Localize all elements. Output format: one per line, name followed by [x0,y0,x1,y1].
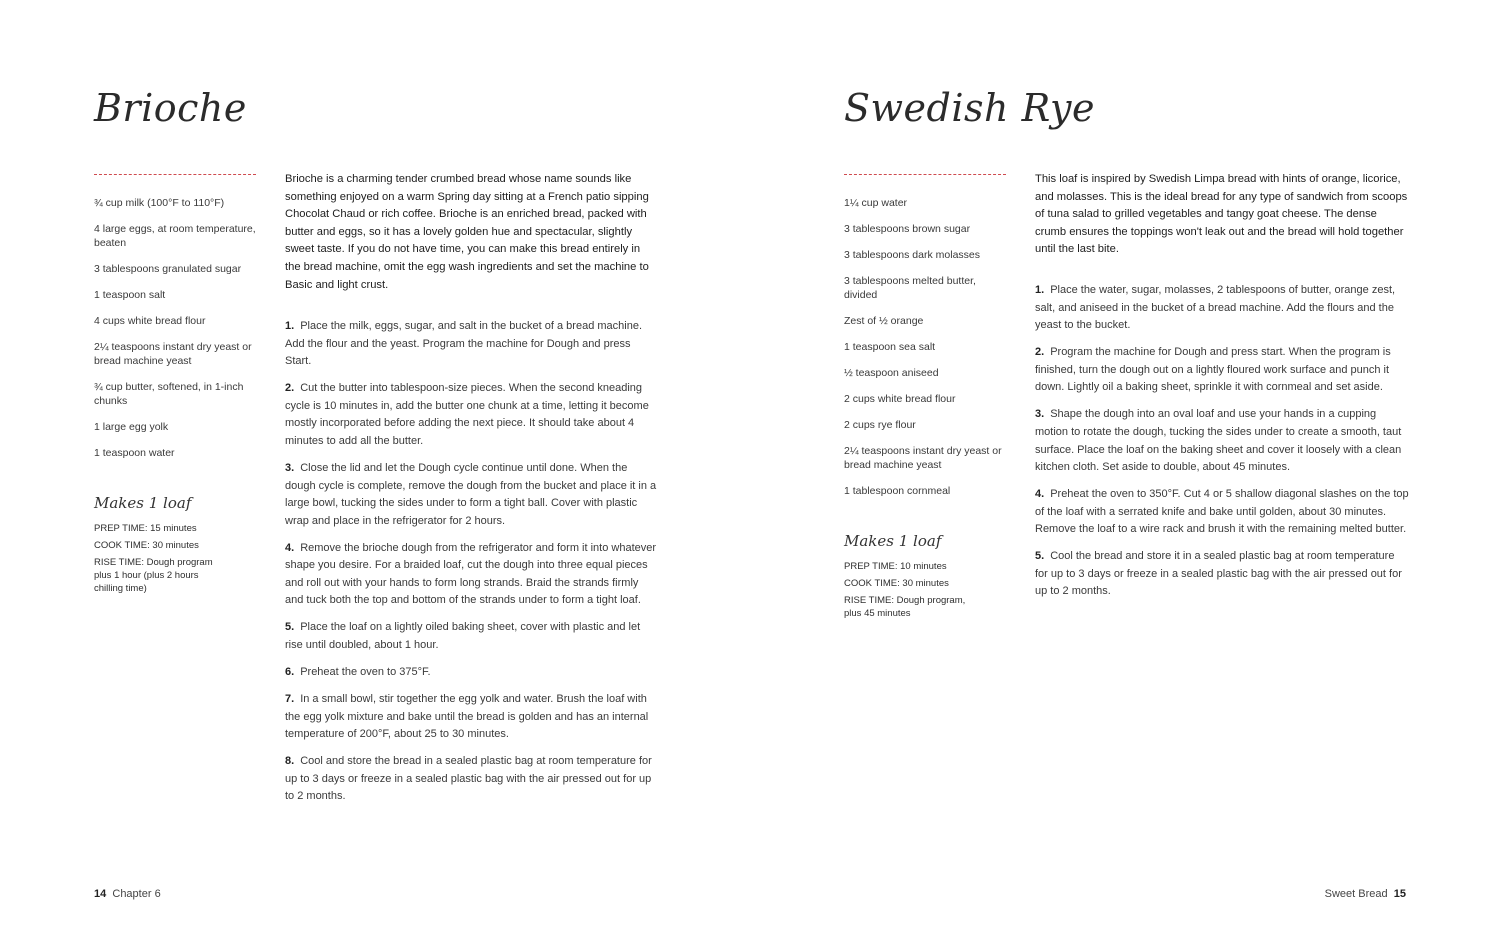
ingredient-item: 1 teaspoon salt [94,289,166,301]
step-item [285,318,657,371]
step-item [285,380,657,450]
chapter-label: Chapter 6 [112,888,161,900]
step-number: 4. [1035,488,1045,501]
ingredient-item: 1 teaspoon water [94,447,175,459]
step-item [1035,406,1410,476]
cook-time: COOK TIME: 30 minutes [844,578,949,589]
step-text: Close the lid and let the Dough cycle continue until done. When the dough cycle is complete, remove the dough from the bucket and place it in a large bowl, tucking the sides under to form a tight ball. Cover with plastic wrap and place in the refrigerator for 2 hours. [285,461,657,527]
step-text: In a small bowl, stir together the egg yolk and water. Brush the loaf with the egg yolk mixture and bake until the bread is golden and has an internal temperature of 200°F, about 25 to 30 minutes. [285,693,649,741]
step-text: Place the water, sugar, molasses, 2 tablespoons of butter, orange zest, salt, and aniseed in the bucket of a bread machine. Add the flours and the yeast to the bucket. [1035,284,1396,332]
ingredient-item: 2¼ teaspoons instant dry yeast or bread machine yeast [94,341,252,367]
rise-time: RISE TIME: Dough program, plus 45 minutes [844,595,966,619]
recipe-intro: This loaf is inspired by Swedish Limpa bread with hints of orange, licorice, and molasses. This is the ideal bread for any type of sandwich from scoops of tuna salad to grilled vegetables and tangy goat cheese. The dense crumb ensures the toppings won't leak out and the bread will hold together until the last bite. [1035,173,1408,256]
ingredient-item: 1¼ cup water [844,197,908,209]
step-item [1035,486,1410,539]
step-number: 5. [1035,550,1045,563]
step-text: Program the machine for Dough and press start. When the program is finished, turn the dough out on a lightly floured work surface and punch it down. Lightly oil a baking sheet, sprinkle it with cornmeal and set aside. [1035,346,1391,394]
right-page [750,0,1500,938]
ingredient-item: ¾ cup butter, softened, in 1-inch chunks [94,381,244,407]
step-text: Place the loaf on a lightly oiled baking sheet, cover with plastic and let rise until doubled, about 1 hour. [285,621,641,652]
chapter-label: Sweet Bread [1324,888,1388,900]
ingredient-item: 2¼ teaspoons instant dry yeast or bread machine yeast [844,445,1002,471]
step-item [285,691,657,744]
step-number: 6. [285,666,295,679]
step-item [285,753,657,806]
ingredient-list [94,196,259,599]
ingredient-item: 1 teaspoon sea salt [844,341,936,353]
ingredient-item: 3 tablespoons melted butter, divided [844,275,976,301]
ingredient-item: 2 cups rye flour [844,419,916,431]
prep-time: PREP TIME: 15 minutes [94,523,197,534]
step-item [1035,548,1410,601]
step-number: 2. [285,382,295,395]
page-footer [1325,888,1406,900]
step-item [1035,344,1410,397]
step-item [285,664,657,682]
ingredients-divider [844,174,1006,175]
step-text: Cool the bread and store it in a sealed plastic bag at room temperature for up to 3 days or freeze in a sealed plastic bag with the air pressed out for up to 2 months. [1035,550,1402,598]
page-footer [94,888,161,900]
step-item [285,619,657,654]
ingredient-list [844,196,1009,624]
step-text: Remove the brioche dough from the refrigerator and form it into whatever shape you desire. For a braided loaf, cut the dough into three equal pieces and roll out with your hands to form long strands. Braid the strands firmly and tuck both the top and bottom of the strands under to form a tight loaf. [285,541,657,607]
step-text: Shape the dough into an oval loaf and use your hands in a cupping motion to rotate the dough, tucking the sides under to create a smooth, taut surface. Place the loaf on the baking sheet and cover it loosely with a clean kitchen cloth. Set aside to double, about 45 minutes. [1035,408,1402,474]
ingredient-item: 2 cups white bread flour [844,393,956,405]
ingredient-item: 1 large egg yolk [94,421,169,433]
page-number: 15 [1393,888,1406,900]
step-text: Preheat the oven to 350°F. Cut 4 or 5 shallow diagonal slashes on the top of the loaf with a serrated knife and bake until golden, about 30 minutes. Remove the loaf to a wire rack and brush it with the remaining melted butter. [1035,488,1409,536]
step-item [285,540,657,610]
step-number: 4. [285,541,295,554]
ingredients-divider [94,174,256,175]
time-block [844,560,1009,620]
ingredient-item: 3 tablespoons brown sugar [844,223,971,235]
ingredient-item: Zest of ½ orange [844,315,924,327]
step-number: 3. [285,461,295,474]
recipe-intro: Brioche is a charming tender crumbed bread whose name sounds like something enjoyed on a warm Spring day sitting at a French patio sipping Chocolat Chaud or rich coffee. Brioche is an enriched bread, packed with butter and eggs, so it has a lovely golden hue and spectacular, slightly sweet taste. If you do not have time, you can make this bread entirely in the bread machine, omit the egg wash ingredients and set the machine to Basic and light crust. [285,173,649,291]
time-block [94,522,259,595]
step-text: Cool and store the bread in a sealed plastic bag at room temperature for up to 3 days or freeze in a sealed plastic bag with the air pressed out for up to 2 months. [285,755,652,803]
step-number: 1. [285,320,295,332]
step-number: 2. [1035,346,1045,359]
step-text: Cut the butter into tablespoon-size pieces. When the second kneading cycle is 10 minutes in, add the butter one chunk at a time, letting it become mostly incorporated before adding the next piece. It should take about 4 minutes to add all the butter. [285,382,649,447]
ingredient-item: 3 tablespoons granulated sugar [94,263,242,275]
cook-time: COOK TIME: 30 minutes [94,540,199,551]
rise-time: RISE TIME: Dough program plus 1 hour (plus 2 hours chilling time) [94,557,213,594]
ingredient-item: 4 large eggs, at room temperature, beaten [94,223,256,249]
recipe-title-swedish-rye: Swedish Rye [844,86,1095,130]
method-steps [1035,282,1410,610]
page-number: 14 [94,888,107,900]
step-text: Place the milk, eggs, sugar, and salt in the bucket of a bread machine. Add the flour and the yeast. Program the machine for Dough and press Start. [285,320,642,368]
recipe-title-brioche: Brioche [94,86,247,130]
yield-label: Makes 1 loaf [844,532,942,550]
step-number: 1. [1035,284,1045,296]
ingredient-item: 4 cups white bread flour [94,315,206,327]
step-number: 7. [285,693,295,706]
step-number: 8. [285,755,295,768]
ingredient-item: ½ teaspoon aniseed [844,367,939,379]
step-item [1035,282,1410,335]
ingredient-item: 1 tablespoon cornmeal [844,485,951,497]
yield-label: Makes 1 loaf [94,494,192,512]
method-steps [285,318,657,815]
step-number: 5. [285,621,295,634]
prep-time: PREP TIME: 10 minutes [844,561,947,572]
ingredient-item: ¾ cup milk (100°F to 110°F) [94,197,225,209]
ingredient-item: 3 tablespoons dark molasses [844,249,980,261]
step-text: Preheat the oven to 375°F. [300,666,431,679]
step-number: 3. [1035,408,1045,421]
step-item [285,460,657,530]
